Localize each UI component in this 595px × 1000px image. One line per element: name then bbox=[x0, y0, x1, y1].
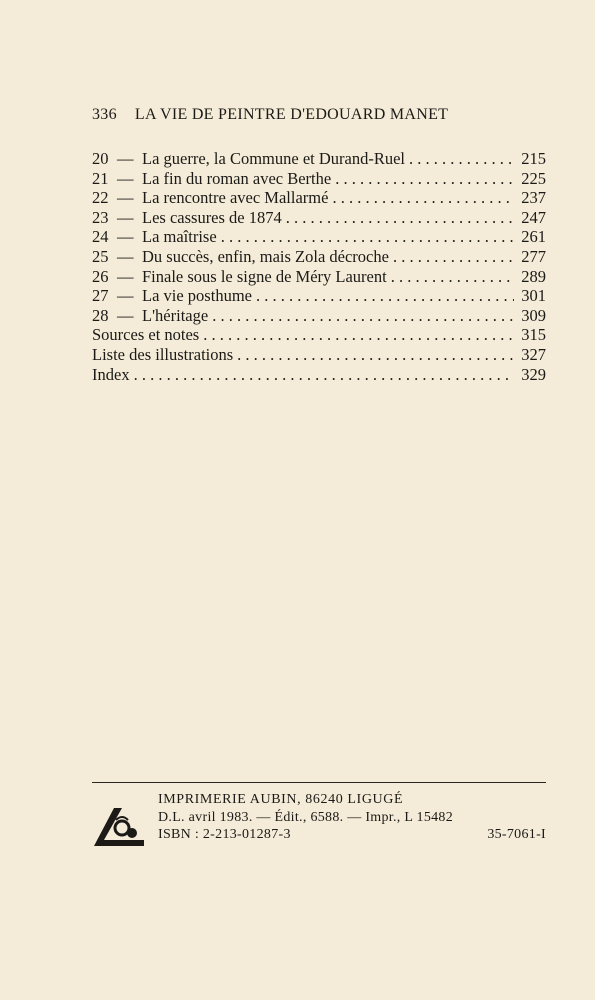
chapter-number: 21 bbox=[92, 168, 109, 188]
chapter-title: La vie posthume bbox=[142, 286, 252, 306]
toc-entry bbox=[92, 306, 546, 326]
chapter-number: 28 bbox=[92, 305, 109, 325]
dot-leader bbox=[237, 345, 514, 365]
print-code: 35-7061-I bbox=[487, 827, 546, 842]
dot-leader bbox=[393, 247, 514, 267]
chapter-title: Finale sous le signe de Méry Laurent bbox=[142, 266, 387, 286]
page-ref: 309 bbox=[521, 305, 546, 325]
dot-leader bbox=[332, 188, 514, 208]
dash: — bbox=[117, 207, 134, 227]
section-title: Sources et notes bbox=[92, 325, 200, 345]
table-of-contents bbox=[92, 149, 546, 384]
toc-entry bbox=[92, 149, 546, 169]
section-title: Liste des illustrations bbox=[92, 344, 234, 364]
chapter-number: 25 bbox=[92, 246, 109, 266]
page-ref: 301 bbox=[521, 286, 546, 306]
dash: — bbox=[117, 168, 134, 188]
toc-entry bbox=[92, 169, 546, 189]
page-ref: 329 bbox=[521, 364, 546, 384]
toc-entry bbox=[92, 365, 546, 385]
toc-entry bbox=[92, 345, 546, 365]
toc-entry bbox=[92, 247, 546, 267]
chapter-title: La maîtrise bbox=[142, 227, 217, 247]
toc-entry bbox=[92, 227, 546, 247]
isbn: ISBN : 2-213-01287-3 bbox=[158, 827, 291, 842]
dash: — bbox=[117, 149, 134, 168]
chapter-title: Les cassures de 1874 bbox=[142, 207, 282, 227]
page-ref: 225 bbox=[521, 168, 546, 188]
legal-deposit: D.L. avril 1983. — Édit., 6588. — Impr., L 15482 bbox=[158, 810, 454, 825]
dash: — bbox=[117, 188, 134, 208]
page-ref: 215 bbox=[521, 149, 546, 168]
dot-leader bbox=[256, 286, 514, 306]
dot-leader bbox=[335, 169, 514, 189]
chapter-title: La rencontre avec Mallarmé bbox=[142, 188, 329, 208]
chapter-number: 26 bbox=[92, 266, 109, 286]
page-ref: 247 bbox=[521, 207, 546, 227]
dot-leader bbox=[286, 208, 514, 228]
chapter-title: La guerre, la Commune et Durand-Ruel bbox=[142, 149, 405, 168]
dash: — bbox=[117, 305, 134, 325]
dot-leader bbox=[391, 267, 514, 287]
toc-entry bbox=[92, 208, 546, 228]
page-ref: 327 bbox=[521, 344, 546, 364]
toc-entry bbox=[92, 325, 546, 345]
divider-rule bbox=[92, 782, 546, 783]
toc-entry bbox=[92, 188, 546, 208]
chapter-title: La fin du roman avec Berthe bbox=[142, 168, 332, 188]
page-ref: 237 bbox=[521, 188, 546, 208]
page-ref: 289 bbox=[521, 266, 546, 286]
section-title: Index bbox=[92, 364, 130, 384]
toc-entry bbox=[92, 286, 546, 306]
toc-entry bbox=[92, 267, 546, 287]
chapter-number: 23 bbox=[92, 207, 109, 227]
chapter-title: L'héritage bbox=[142, 305, 209, 325]
dot-leader bbox=[134, 365, 514, 385]
chapter-number: 24 bbox=[92, 227, 109, 247]
dot-leader bbox=[409, 149, 514, 169]
chapter-number: 27 bbox=[92, 286, 109, 306]
chapter-number: 22 bbox=[92, 188, 109, 208]
chapter-title: Du succès, enfin, mais Zola décroche bbox=[142, 246, 389, 266]
running-header bbox=[92, 106, 512, 124]
page-ref: 277 bbox=[521, 246, 546, 266]
printer-name: IMPRIMERIE AUBIN, 86240 LIGUGÉ bbox=[158, 792, 404, 807]
dot-leader bbox=[212, 306, 514, 326]
printer-imprint bbox=[92, 792, 546, 862]
dash: — bbox=[117, 286, 134, 306]
dash: — bbox=[117, 266, 134, 286]
dot-leader bbox=[221, 227, 514, 247]
dot-leader bbox=[203, 325, 514, 345]
printer-logo-icon bbox=[92, 802, 146, 848]
chapter-number: 20 bbox=[92, 149, 109, 168]
dash: — bbox=[117, 246, 134, 266]
dash: — bbox=[117, 227, 134, 247]
page-ref: 315 bbox=[521, 325, 546, 345]
page-number: 336 bbox=[92, 106, 117, 123]
page-ref: 261 bbox=[521, 227, 546, 247]
running-title: LA VIE DE PEINTRE D'EDOUARD MANET bbox=[134, 106, 449, 123]
